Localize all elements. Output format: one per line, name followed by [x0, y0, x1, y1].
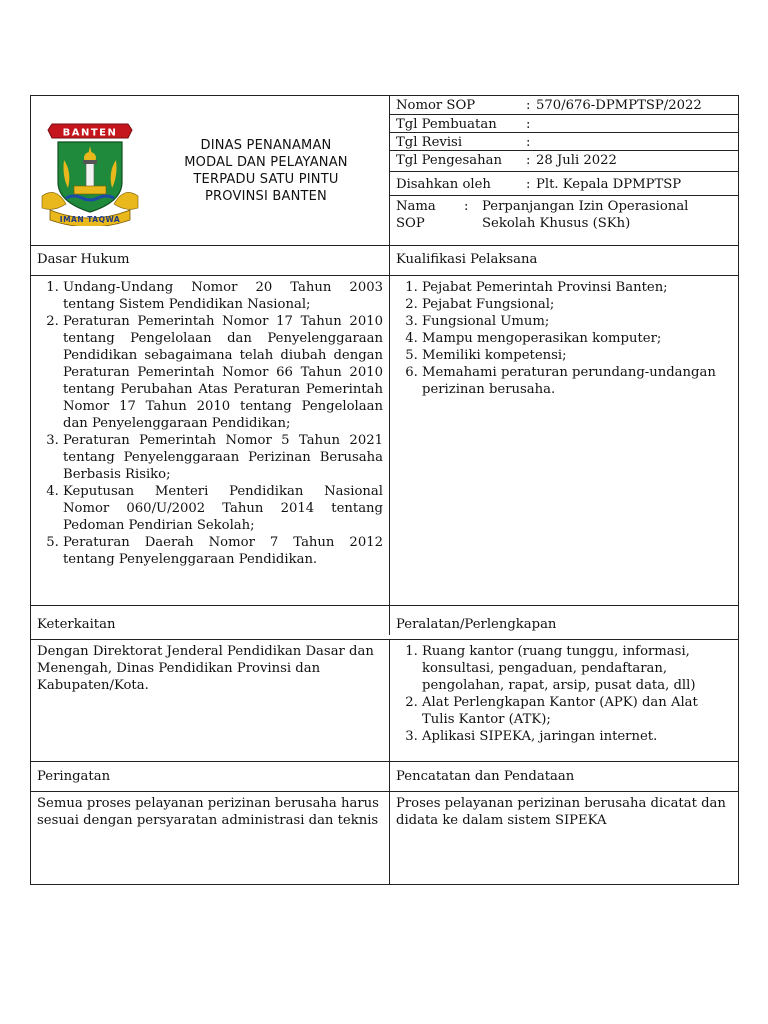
dasar-hukum-list: [31, 276, 390, 605]
section-title: Dasar Hukum: [31, 246, 390, 275]
section-title: Keterkaitan: [31, 606, 390, 635]
meta-label: Tgl Revisi: [396, 135, 463, 150]
header-meta: [390, 96, 738, 245]
meta-value: Plt. Kepala DPMPTSP: [536, 177, 682, 192]
meta-label: Nomor SOP: [396, 98, 476, 113]
agency-line: MODAL DAN PELAYANAN: [184, 154, 348, 170]
list-item: 1. Undang-Undang Nomor 20 Tahun 2003 tentang Sistem Pendidikan Nasional;: [63, 279, 383, 313]
section-header-row: [31, 762, 738, 792]
section-title: Kualifikasi Pelaksana: [396, 252, 538, 267]
agency-name: [149, 137, 389, 205]
meta-disahkan-oleh: Disahkan oleh : Plt. Kepala DPMPTSP: [390, 172, 738, 196]
peralatan-list: [390, 640, 738, 761]
meta-label: Tgl Pengesahan: [396, 153, 502, 168]
list-item: 2. Pejabat Fungsional;: [422, 296, 732, 313]
meta-tgl-revisi: Tgl Revisi :: [390, 133, 738, 151]
section-body-row: [31, 640, 738, 762]
meta-tgl-pengesahan: Tgl Pengesahan : 28 Juli 2022: [390, 151, 738, 172]
agency-line: DINAS PENANAMAN: [200, 137, 332, 153]
banten-emblem-icon: [36, 116, 144, 226]
peringatan-text: Semua proses pelayanan perizinan berusaha harus sesuai dengan persyaratan administrasi dan teknis: [31, 792, 390, 884]
header-row: [31, 96, 738, 246]
meta-label: Nama SOP: [396, 199, 436, 231]
meta-value: Perpanjangan Izin Operasional Sekolah Khusus (SKh): [482, 199, 689, 231]
list-item: 2. Peraturan Pemerintah Nomor 17 Tahun 2010 tentang Pengelolaan dan Penyelenggaraan Pendidikan sebagaimana telah diubah dengan Peraturan Pemerintah Nomor 66 Tahun 2010 tentang Perubahan Atas Peraturan Pemerintah Nomor 17 Tahun 2010 tentang Pengelolaan dan Penyelenggaraan Pendidikan;: [63, 313, 383, 432]
agency-line: PROVINSI BANTEN: [205, 188, 327, 204]
keterkaitan-text: Dengan Direktorat Jenderal Pendidikan Dasar dan Menengah, Dinas Pendidikan Provinsi dan Kabupaten/Kota.: [31, 640, 390, 761]
meta-value: 570/676-DPMPTSP/2022: [536, 98, 702, 113]
agency-line: TERPADU SATU PINTU: [193, 171, 339, 187]
section-title: Pencatatan dan Pendataan: [396, 769, 575, 784]
list-item: 3. Fungsional Umum;: [422, 313, 732, 330]
logo-top-text: BANTEN: [62, 127, 118, 138]
section-header-row: [31, 606, 738, 640]
list-item: 2. Alat Perlengkapan Kantor (APK) dan Alat Tulis Kantor (ATK);: [422, 694, 732, 728]
list-item: 3. Aplikasi SIPEKA, jaringan internet.: [422, 728, 732, 745]
banten-logo: [31, 96, 149, 245]
meta-value: 28 Juli 2022: [536, 153, 617, 168]
list-item: 1. Pejabat Pemerintah Provinsi Banten;: [422, 279, 732, 296]
section-body-row: [31, 276, 738, 606]
kualifikasi-list: [390, 276, 738, 605]
list-item: 3. Peraturan Pemerintah Nomor 5 Tahun 2021 tentang Penyelenggaraan Perizinan Berusaha Berbasis Risiko;: [63, 432, 383, 483]
meta-nama-sop: Nama SOP : Perpanjangan Izin Operasional Sekolah Khusus (SKh): [390, 196, 738, 244]
section-title: Peringatan: [31, 762, 390, 791]
meta-tgl-pembuatan: Tgl Pembuatan :: [390, 115, 738, 133]
meta-nomor-sop: Nomor SOP : 570/676-DPMPTSP/2022: [390, 96, 738, 115]
logo-bottom-text: IMAN TAQWA: [59, 214, 121, 224]
list-item: 6. Memahami peraturan perundang-undangan perizinan berusaha.: [422, 364, 732, 398]
section-body-row: [31, 792, 738, 884]
list-item: 4. Keputusan Menteri Pendidikan Nasional Nomor 060/U/2002 Tahun 2014 tentang Pedoman Pendirian Sekolah;: [63, 483, 383, 534]
meta-label: Tgl Pembuatan: [396, 117, 497, 132]
header-left: [31, 96, 390, 245]
section-header-row: [31, 246, 738, 276]
list-item: 5. Peraturan Daerah Nomor 7 Tahun 2012 tentang Penyelenggaraan Pendidikan.: [63, 534, 383, 568]
list-item: 4. Mampu mengoperasikan komputer;: [422, 330, 732, 347]
meta-label: Disahkan oleh: [396, 177, 491, 192]
list-item: 5. Memiliki kompetensi;: [422, 347, 732, 364]
sop-document: [30, 95, 739, 885]
pencatatan-text: Proses pelayanan perizinan berusaha dicatat dan didata ke dalam sistem SIPEKA: [396, 796, 726, 828]
list-item: 1. Ruang kantor (ruang tunggu, informasi, konsultasi, pengaduan, pendaftaran, pengolahan, rapat, arsip, pusat data, dll): [422, 643, 732, 694]
section-title: Peralatan/Perlengkapan: [396, 617, 557, 632]
